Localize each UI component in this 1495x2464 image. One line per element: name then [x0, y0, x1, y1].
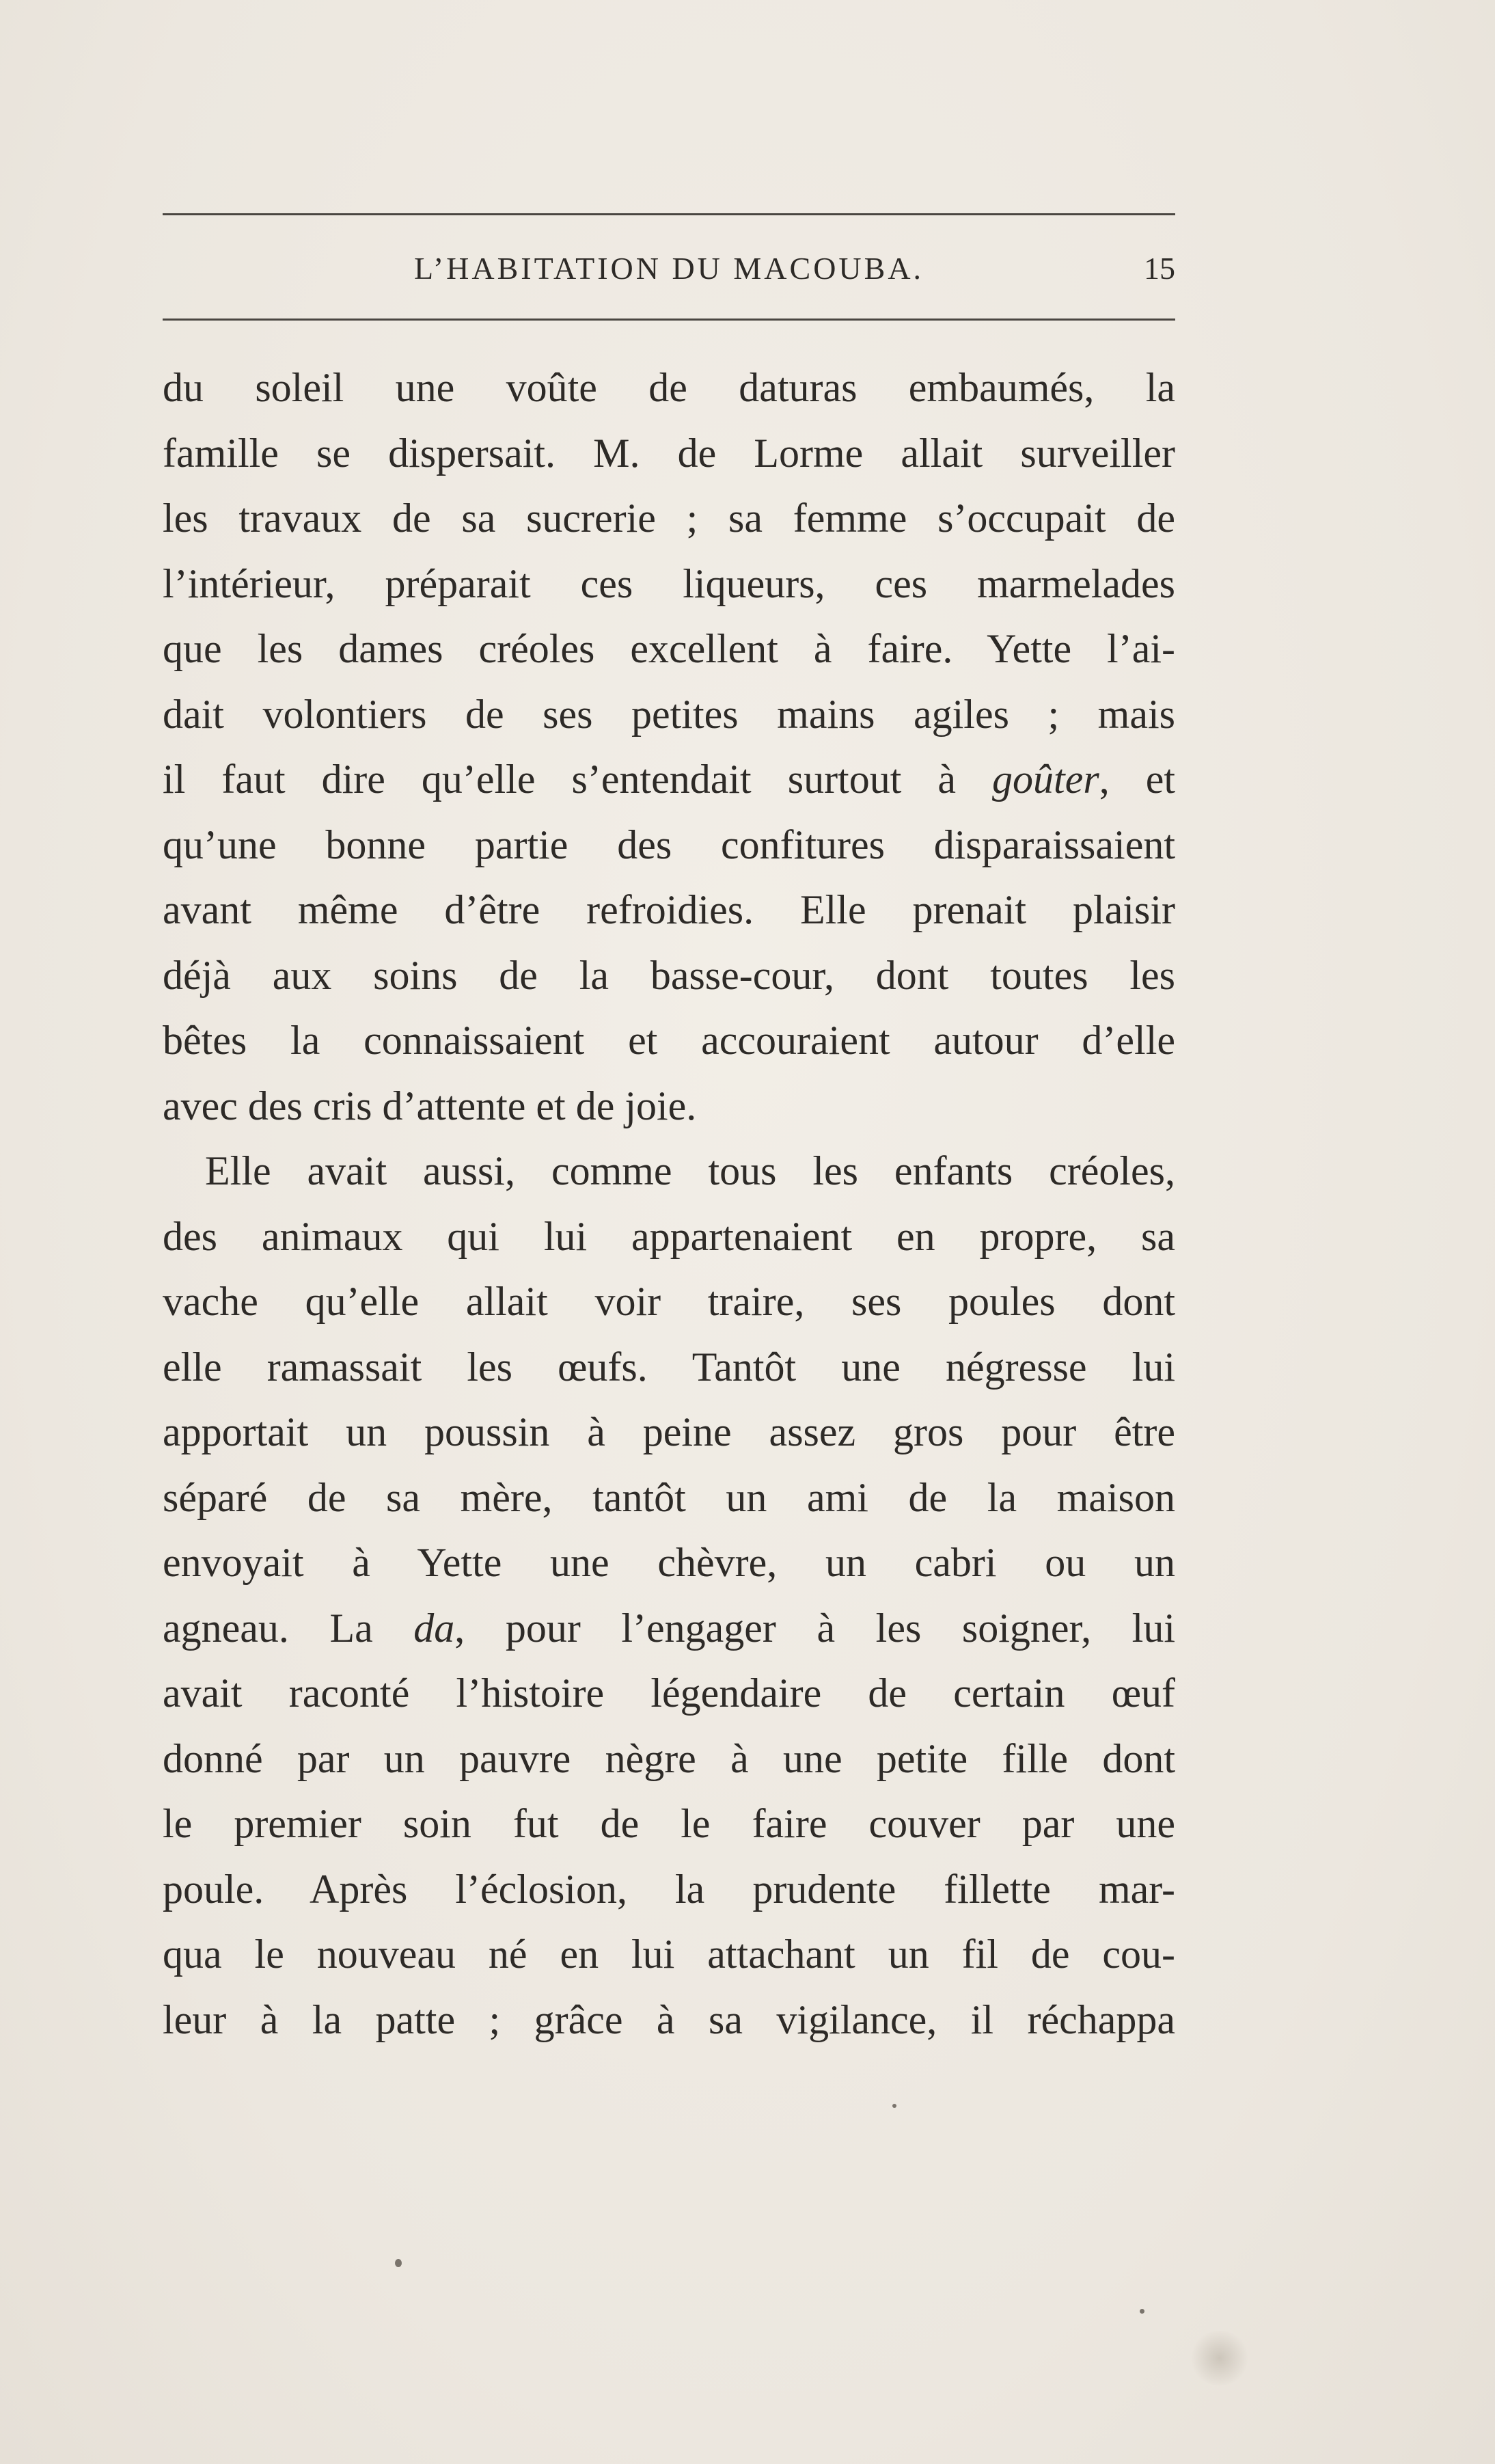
- text-line: vache qu’elle allait voir traire, ses poules dont: [163, 1279, 1175, 1324]
- body-text: [163, 355, 1175, 2053]
- text-line: déjà aux soins de la basse-cour, dont toutes les: [163, 952, 1175, 998]
- paper-speck: [395, 2259, 402, 2267]
- italic-word: da: [413, 1605, 455, 1651]
- text-line: bêtes la connaissaient et accouraient autour d’elle: [163, 1018, 1175, 1063]
- running-head: L’HABITATION DU MACOUBA.: [413, 251, 924, 286]
- paper-speck: [892, 2104, 896, 2108]
- text-line: qua le nouveau né en lui attachant un fil de cou-: [163, 1932, 1175, 1977]
- text-line: séparé de sa mère, tantôt un ami de la maison: [163, 1474, 1175, 1520]
- text-line: du soleil une voûte de daturas embaumés, la: [163, 365, 1175, 410]
- text-line: avant même d’être refroidies. Elle prenait plaisir: [163, 887, 1175, 932]
- text-line: [163, 1596, 1175, 1662]
- text-line: elle ramassait les œufs. Tantôt une négresse lui: [163, 1344, 1175, 1390]
- text-line: des animaux qui lui appartenaient en propre, sa: [163, 1213, 1175, 1259]
- text-line: donné par un pauvre nègre à une petite fille dont: [163, 1735, 1175, 1781]
- header-bottom-rule: [163, 319, 1175, 321]
- text-line: Elle avait aussi, comme tous les enfants créoles,: [205, 1148, 1175, 1193]
- paragraph-2: [163, 1139, 1175, 2053]
- header-top-rule: [163, 213, 1175, 215]
- text-segment: , pour l’engager à les soigner, lui: [454, 1605, 1175, 1651]
- text-line: l’intérieur, préparait ces liqueurs, ces marmelades: [163, 560, 1175, 606]
- text-line: [163, 747, 1175, 813]
- text-segment: , et: [1099, 757, 1175, 802]
- text-line: avec des cris d’attente et de joie.: [163, 1083, 697, 1128]
- paragraph-1: [163, 355, 1175, 1139]
- text-line: que les dames créoles excellent à faire. Yette l’ai-: [163, 626, 1175, 671]
- text-segment: il faut dire qu’elle s’entendait surtout à: [163, 757, 993, 802]
- text-line: apportait un poussin à peine assez gros pour être: [163, 1409, 1175, 1454]
- page-header: [163, 245, 1175, 293]
- text-line: avait raconté l’histoire légendaire de certain œuf: [163, 1670, 1175, 1716]
- paper-speck: [1140, 2309, 1144, 2314]
- text-line: qu’une bonne partie des confitures disparaissaient: [163, 822, 1175, 867]
- text-line: les travaux de sa sucrerie ; sa femme s’occupait de: [163, 496, 1175, 541]
- text-line: le premier soin fut de le faire couver par une: [163, 1801, 1175, 1846]
- text-line: dait volontiers de ses petites mains agiles ; mais: [163, 691, 1175, 737]
- text-line: famille se dispersait. M. de Lorme allait surveiller: [163, 430, 1175, 476]
- text-line: poule. Après l’éclosion, la prudente fillette mar-: [163, 1866, 1175, 1912]
- italic-word: goûter: [992, 757, 1099, 802]
- page-number: 15: [1144, 251, 1175, 286]
- text-line: envoyait à Yette une chèvre, un cabri ou un: [163, 1540, 1175, 1585]
- text-line: leur à la patte ; grâce à sa vigilance, il réchappa: [163, 1996, 1175, 2042]
- paper-stain: [1189, 2331, 1250, 2385]
- text-segment: agneau. La: [163, 1605, 414, 1651]
